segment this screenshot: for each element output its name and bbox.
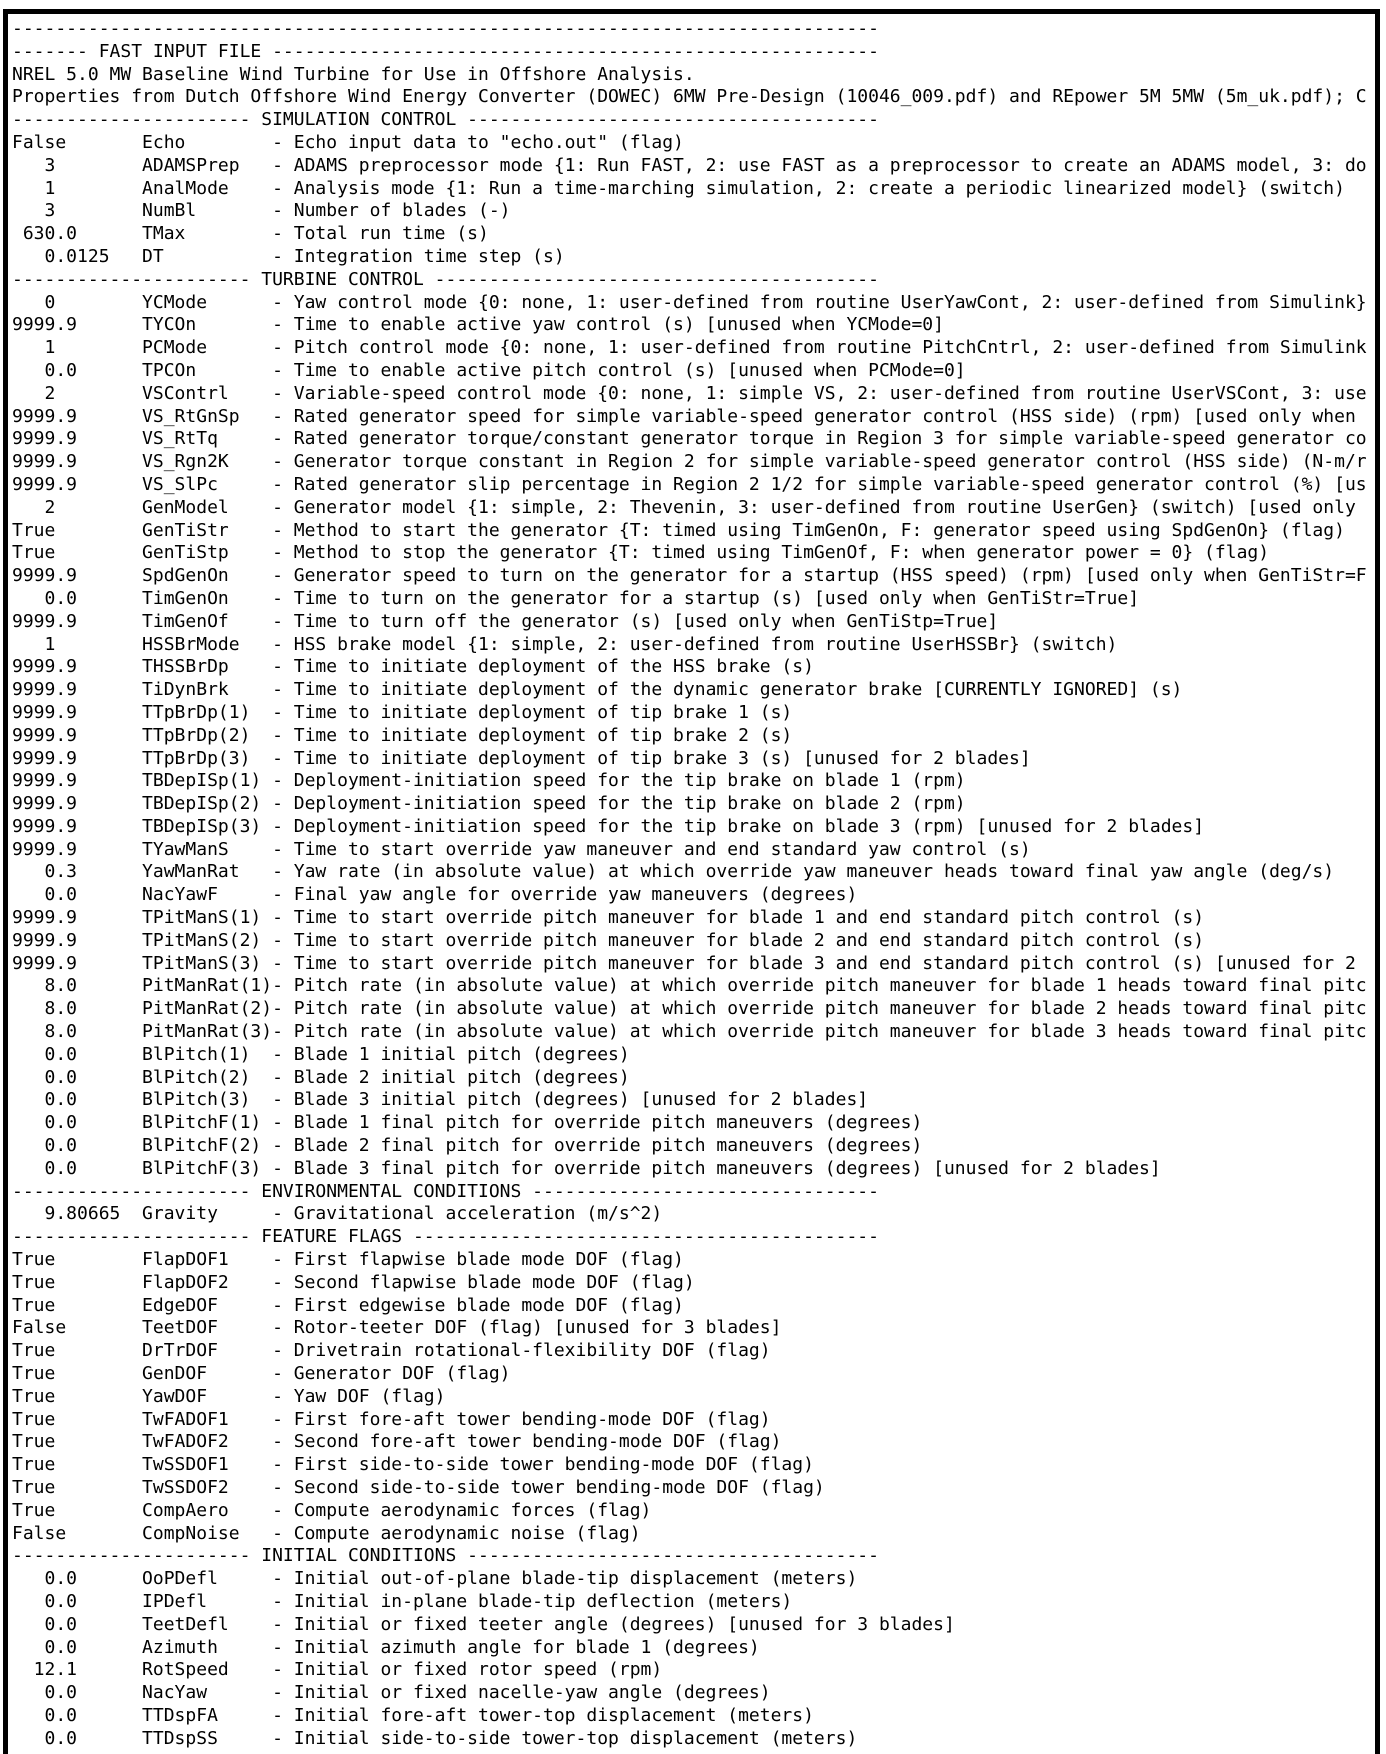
comment-line: NREL 5.0 MW Baseline Wind Turbine for Use in Offshore Analysis. — [12, 63, 695, 85]
param-line: 9999.9 TPitManS(2) - Time to start override pitch maneuver for blade 2 and end standard pitch control (s) — [12, 929, 1205, 951]
param-line: 2 GenModel - Generator model {1: simple, 2: Thevenin, 3: user-defined from routine UserGen} (switch) [used only — [12, 496, 1356, 518]
param-line: 9999.9 TimGenOf - Time to turn off the generator (s) [used only when GenTiStp=True] — [12, 610, 999, 632]
param-line: 9999.9 TPitManS(1) - Time to start override pitch maneuver for blade 1 and end standard pitch control (s) — [12, 907, 1205, 929]
param-line: 9999.9 VS_SlPc - Rated generator slip percentage in Region 2 1/2 for simple variable-speed generator control (%) [us — [12, 473, 1367, 495]
param-line: 9999.9 TBDepISp(3) - Deployment-initiation speed for the tip brake on blade 3 (rpm) [unused for 2 blades] — [12, 815, 1205, 837]
param-line: 9999.9 TYawManS - Time to start override yaw maneuver and end standard yaw control (s) — [12, 838, 1031, 860]
section-separator-line: ---------------------- FEATURE FLAGS ------------------------------------------- — [12, 1226, 879, 1248]
param-line: 12.1 RotSpeed - Initial or fixed rotor speed (rpm) — [12, 1659, 663, 1681]
param-line: 0.0 IPDefl - Initial in-plane blade-tip deflection (meters) — [12, 1590, 793, 1612]
param-line: 9999.9 TPitManS(3) - Time to start override pitch maneuver for blade 3 and end standard pitch control (s) [unused for 2 — [12, 952, 1356, 974]
param-line: 0.0 BlPitch(3) - Blade 3 initial pitch (degrees) [unused for 2 blades] — [12, 1089, 869, 1111]
param-line: 9999.9 VS_RtTq - Rated generator torque/constant generator torque in Region 3 for simple variable-speed generator co — [12, 428, 1367, 450]
param-line: 9999.9 VS_RtGnSp - Rated generator speed for simple variable-speed generator control (HSS side) (rpm) [used only when — [12, 405, 1356, 427]
param-line: False Echo - Echo input data to "echo.out" (flag) — [12, 131, 684, 153]
param-line: 0.0 TTDspFA - Initial fore-aft tower-top displacement (meters) — [12, 1704, 814, 1726]
param-line: True GenDOF - Generator DOF (flag) — [12, 1363, 511, 1385]
section-separator-line: ---------------------- ENVIRONMENTAL CONDITIONS -------------------------------- — [12, 1180, 879, 1202]
param-line: 9999.9 SpdGenOn - Generator speed to turn on the generator for a startup (HSS speed) (rpm) [used only when GenTiStr=F — [12, 565, 1367, 587]
param-line: 1 HSSBrMode - HSS brake model {1: simple, 2: user-defined from routine UserHSSBr} (switch) — [12, 633, 1118, 655]
param-line: True TwSSDOF2 - Second side-to-side tower bending-mode DOF (flag) — [12, 1477, 825, 1498]
param-line: True GenTiStr - Method to start the generator {T: timed using TimGenOn, F: generator speed using SpdGenOn} (flag) — [12, 519, 1345, 541]
section-separator-line: ---------------------- TURBINE CONTROL ----------------------------------------- — [12, 268, 879, 290]
param-line: 8.0 PitManRat(2)- Pitch rate (in absolute value) at which override pitch maneuver for blade 2 heads toward final pitc — [12, 998, 1367, 1020]
param-line: True YawDOF - Yaw DOF (flag) — [12, 1385, 446, 1407]
param-line: 9999.9 TiDynBrk - Time to initiate deployment of the dynamic generator brake [CURRENTLY IGNORED] (s) — [12, 679, 1183, 701]
param-line: 0.0 OoPDefl - Initial out-of-plane blade-tip displacement (meters) — [12, 1568, 858, 1590]
param-line: 0 YCMode - Yaw control mode {0: none, 1: user-defined from routine UserYawCont, 2: user-defined from Simulink} — [12, 291, 1367, 313]
param-line: 0.0 BlPitchF(2) - Blade 2 final pitch for override pitch maneuvers (degrees) — [12, 1135, 923, 1157]
param-line: True DrTrDOF - Drivetrain rotational-flexibility DOF (flag) — [12, 1340, 771, 1362]
param-line: True EdgeDOF - First edgewise blade mode DOF (flag) — [12, 1294, 684, 1316]
param-line: 9999.9 TTpBrDp(1) - Time to initiate deployment of tip brake 1 (s) — [12, 701, 793, 723]
file-content — [8, 14, 1375, 1751]
param-line: 9999.9 VS_Rgn2K - Generator torque constant in Region 2 for simple variable-speed generator control (HSS side) (N-m/r — [12, 451, 1367, 473]
param-line: 9999.9 TTpBrDp(3) - Time to initiate deployment of tip brake 3 (s) [unused for 2 blades] — [12, 747, 1031, 769]
param-line: True TwFADOF2 - Second fore-aft tower bending-mode DOF (flag) — [12, 1431, 782, 1453]
param-line: 0.0 NacYaw - Initial or fixed nacelle-yaw angle (degrees) — [12, 1682, 771, 1704]
param-line: 9999.9 TBDepISp(2) - Deployment-initiation speed for the tip brake on blade 2 (rpm) — [12, 793, 966, 815]
param-line: 0.0 BlPitch(1) - Blade 1 initial pitch (degrees) — [12, 1043, 630, 1065]
param-line: 3 ADAMSPrep - ADAMS preprocessor mode {1: Run FAST, 2: use FAST as a preprocessor to create an ADAMS model, 3: do — [12, 154, 1367, 176]
param-line: 0.0 BlPitchF(3) - Blade 3 final pitch for override pitch maneuvers (degrees) [unused for 2 blades] — [12, 1157, 1161, 1179]
param-line: 0.0 TeetDefl - Initial or fixed teeter angle (degrees) [unused for 3 blades] — [12, 1613, 955, 1635]
param-line: False CompNoise - Compute aerodynamic noise (flag) — [12, 1522, 641, 1544]
param-line: False TeetDOF - Rotor-teeter DOF (flag) [unused for 3 blades] — [12, 1317, 782, 1339]
param-line: 3 NumBl - Number of blades (-) — [12, 200, 511, 222]
file-frame — [3, 9, 1380, 1754]
param-line: 0.0 BlPitchF(1) - Blade 1 final pitch for override pitch maneuvers (degrees) — [12, 1112, 923, 1134]
param-line: 0.3 YawManRat - Yaw rate (in absolute value) at which override yaw maneuver heads toward final yaw angle (deg/s) — [12, 861, 1335, 883]
param-line: True FlapDOF2 - Second flapwise blade mode DOF (flag) — [12, 1271, 695, 1293]
param-line: 9999.9 THSSBrDp - Time to initiate deployment of the HSS brake (s) — [12, 656, 814, 678]
section-separator-line: ---------------------- SIMULATION CONTROL -------------------------------------- — [12, 109, 879, 131]
param-line: 0.0 NacYawF - Final yaw angle for override yaw maneuvers (degrees) — [12, 884, 858, 906]
param-line: 0.0 BlPitch(2) - Blade 2 initial pitch (degrees) — [12, 1066, 630, 1088]
param-line: 0.0 TPCOn - Time to enable active pitch control (s) [unused when PCMode=0] — [12, 359, 966, 381]
param-line: 0.0125 DT - Integration time step (s) — [12, 245, 565, 267]
param-line: True TwFADOF1 - First fore-aft tower bending-mode DOF (flag) — [12, 1408, 771, 1430]
param-line: 1 AnalMode - Analysis mode {1: Run a time-marching simulation, 2: create a periodic linearized model} (switch) — [12, 177, 1345, 199]
param-line: 9.80665 Gravity - Gravitational acceleration (m/s^2) — [12, 1203, 663, 1225]
param-line: True CompAero - Compute aerodynamic forces (flag) — [12, 1499, 652, 1521]
param-line: 2 VSContrl - Variable-speed control mode {0: none, 1: simple VS, 2: user-defined from routine UserVSCont, 3: use — [12, 382, 1367, 404]
param-line: 9999.9 TTpBrDp(2) - Time to initiate deployment of tip brake 2 (s) — [12, 724, 793, 746]
param-line: 8.0 PitManRat(3)- Pitch rate (in absolute value) at which override pitch maneuver for blade 3 heads toward final pitc — [12, 1021, 1367, 1043]
param-line: 8.0 PitManRat(1)- Pitch rate (in absolute value) at which override pitch maneuver for blade 1 heads toward final pitc — [12, 975, 1367, 997]
param-line: 0.0 TimGenOn - Time to turn on the generator for a startup (s) [used only when GenTiStr=True] — [12, 587, 1140, 609]
comment-line: Properties from Dutch Offshore Wind Energy Converter (DOWEC) 6MW Pre-Design (10046_009.pdf) and REpower 5M 5MW (5m_uk.pdf); C — [12, 86, 1367, 108]
param-line: 9999.9 TYCOn - Time to enable active yaw control (s) [unused when YCMode=0] — [12, 314, 944, 336]
param-line: 9999.9 TBDepISp(1) - Deployment-initiation speed for the tip brake on blade 1 (rpm) — [12, 770, 966, 792]
param-line: True GenTiStp - Method to stop the generator {T: timed using TimGenOf, F: when generator power = 0} (flag) — [12, 542, 1270, 564]
param-line: 1 PCMode - Pitch control mode {0: none, 1: user-defined from routine PitchCntrl, 2: user-defined from Simulink — [12, 337, 1367, 359]
param-line: 630.0 TMax - Total run time (s) — [12, 223, 489, 245]
file-title-line: ------- FAST INPUT FILE -------------------------------------------------------- — [12, 40, 879, 62]
param-line: 0.0 Azimuth - Initial azimuth angle for blade 1 (degrees) — [12, 1636, 760, 1658]
param-line: True TwSSDOF1 - First side-to-side tower bending-mode DOF (flag) — [12, 1454, 814, 1476]
rule-line: -------------------------------------------------------------------------------- — [12, 18, 879, 39]
param-line: 0.0 TTDspSS - Initial side-to-side tower-top displacement (meters) — [12, 1727, 858, 1749]
param-line: True FlapDOF1 - First flapwise blade mode DOF (flag) — [12, 1249, 684, 1271]
section-separator-line: ---------------------- INITIAL CONDITIONS -------------------------------------- — [12, 1545, 879, 1567]
